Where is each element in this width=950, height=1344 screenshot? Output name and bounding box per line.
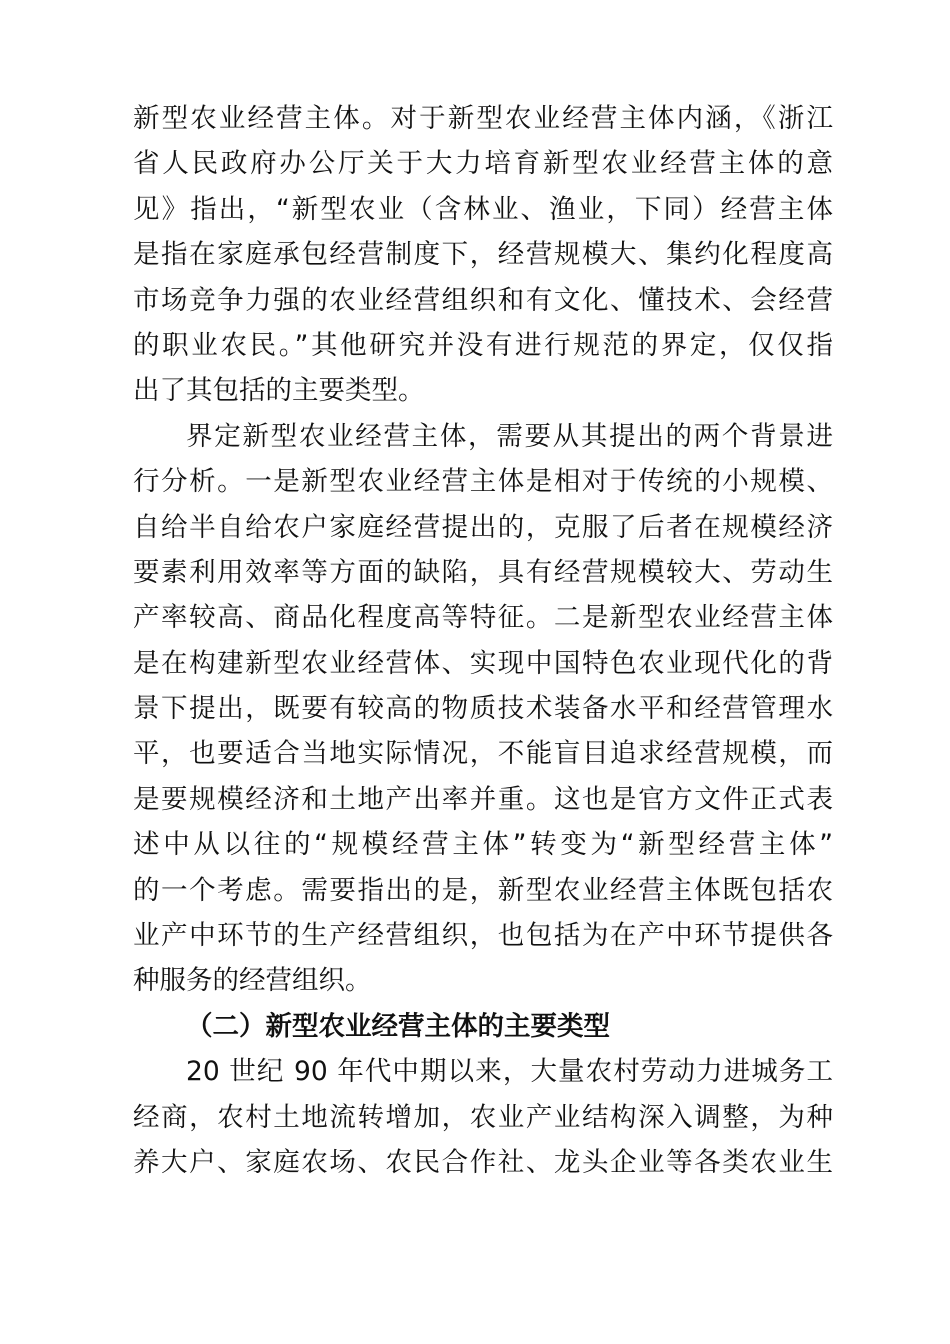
text-line: 是在构建新型农业经营体、实现中国特色农业现代化的背	[133, 647, 833, 679]
text-line: 市场竞争力强的农业经营组织和有文化、懂技术、会经营	[133, 284, 833, 316]
text-line: 的一个考虑。需要指出的是，新型农业经营主体既包括农	[133, 874, 833, 906]
paragraph	[133, 1049, 833, 1185]
paragraph	[133, 96, 833, 414]
text-line: 出了其包括的主要类型。	[133, 375, 425, 407]
text-line: 述中从以往的“规模经营主体”转变为“新型经营主体”	[133, 829, 833, 861]
text-line: 省人民政府办公厅关于大力培育新型农业经营主体的意	[133, 148, 833, 180]
text-line: 是要规模经济和土地产出率并重。这也是官方文件正式表	[133, 783, 833, 815]
text-line: 要素利用效率等方面的缺陷，具有经营规模较大、劳动生	[133, 556, 833, 588]
text-line: 养大户、家庭农场、农民合作社、龙头企业等各类农业生	[133, 1146, 833, 1178]
heading-text: （二）新型农业经营主体的主要类型	[186, 1010, 610, 1042]
section-heading	[133, 1004, 833, 1049]
text-line: 行分析。一是新型农业经营主体是相对于传统的小规模、	[133, 466, 833, 498]
text-line: 产率较高、商品化程度高等特征。二是新型农业经营主体	[133, 602, 833, 634]
text-line: 是指在家庭承包经营制度下，经营规模大、集约化程度高	[133, 239, 833, 271]
text-line: 平，也要适合当地实际情况，不能盲目追求经营规模，而	[133, 738, 833, 770]
text-line: 业产中环节的生产经营组织，也包括为在产中环节提供各	[133, 920, 833, 952]
text-line: 见》指出，“新型农业（含林业、渔业，下同）经营主体	[133, 193, 833, 225]
text-line: 界定新型农业经营主体，需要从其提出的两个背景进	[186, 420, 833, 452]
text-line: 经商，农村土地流转增加，农业产业结构深入调整，为种	[133, 1101, 833, 1133]
text-line: 20 世纪 90 年代中期以来，大量农村劳动力进城务工	[186, 1056, 833, 1088]
text-line: 自给半自给农户家庭经营提出的，克服了后者在规模经济	[133, 511, 833, 543]
text-line: 新型农业经营主体。对于新型农业经营主体内涵，《浙江	[133, 103, 833, 134]
text-line: 景下提出，既要有较高的物质技术装备水平和经营管理水	[133, 693, 833, 725]
text-line: 种服务的经营组织。	[133, 965, 372, 997]
text-line: 的职业农民。”其他研究并没有进行规范的界定，仅仅指	[133, 329, 833, 361]
document-page	[133, 96, 833, 1185]
paragraph	[133, 414, 833, 1004]
